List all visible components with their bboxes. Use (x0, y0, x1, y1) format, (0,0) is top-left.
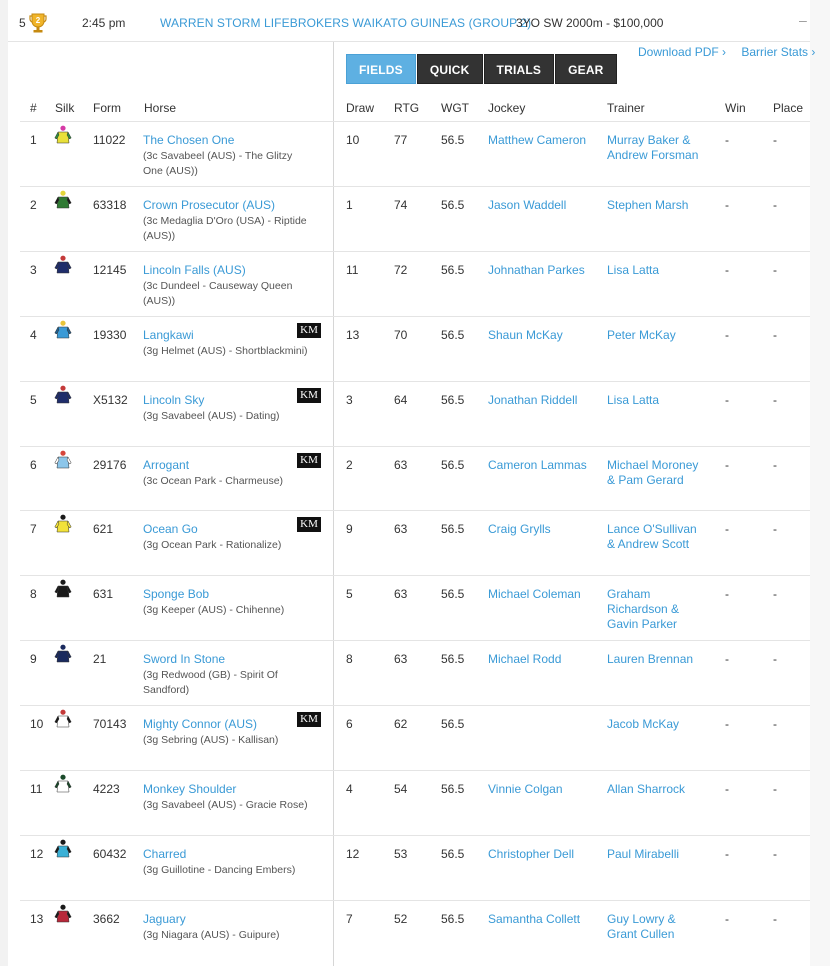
col-header-wgt: WGT (441, 101, 469, 115)
trainer-link[interactable]: Stephen Marsh (607, 198, 689, 212)
runner-rating: 53 (394, 847, 408, 861)
runner-draw: 2 (346, 458, 353, 472)
runner-weight: 56.5 (441, 393, 465, 407)
jockey-silk-icon (54, 904, 72, 924)
race-links (638, 45, 827, 59)
runner-rating: 63 (394, 652, 408, 666)
runner-draw: 12 (346, 847, 360, 861)
horse-name-link[interactable]: Sword In Stone (143, 652, 226, 666)
place-odds: - (773, 458, 777, 472)
win-odds: - (725, 133, 729, 147)
runner-weight: 56.5 (441, 458, 465, 472)
runner-rating: 70 (394, 328, 408, 342)
left-gutter (0, 0, 8, 966)
win-odds: - (725, 912, 729, 926)
race-number: 5 (19, 16, 26, 30)
km-badge: KM (297, 453, 321, 468)
col-header-trainer: Trainer (607, 101, 645, 115)
jockey-silk-icon (54, 125, 72, 145)
horse-name-link[interactable]: Monkey Shoulder (143, 782, 237, 796)
runner-draw: 8 (346, 652, 353, 666)
place-odds: - (773, 133, 777, 147)
km-badge: KM (297, 712, 321, 727)
jockey-silk-icon (54, 385, 72, 405)
horse-pedigree: (3g Helmet (AUS) - Shortblackmini) (143, 345, 308, 357)
runner-draw: 9 (346, 522, 353, 536)
jockey-silk-icon (54, 579, 72, 599)
col-header-place: Place (773, 101, 804, 115)
place-odds: - (773, 522, 777, 536)
win-odds: - (725, 652, 729, 666)
table-row[interactable] (20, 251, 810, 316)
runner-form: 621 (93, 522, 114, 536)
jockey-link[interactable]: Michael Coleman (488, 587, 581, 601)
race-conditions: 3YO SW 2000m - $100,000 (516, 16, 664, 30)
win-odds: - (725, 587, 729, 601)
horse-name-link[interactable]: Langkawi (143, 328, 194, 342)
jockey-link[interactable]: Jonathan Riddell (488, 393, 578, 407)
place-odds: - (773, 263, 777, 277)
runner-form: 4223 (93, 782, 120, 796)
km-badge: KM (297, 517, 321, 532)
place-odds: - (773, 198, 777, 212)
km-badge: KM (297, 323, 321, 338)
col-header-jockey: Jockey (488, 101, 526, 115)
runner-draw: 11 (346, 263, 359, 277)
runner-rating: 54 (394, 782, 408, 796)
horse-name-link[interactable]: Mighty Connor (AUS) (143, 717, 258, 731)
runner-number: 10 (30, 717, 44, 731)
win-odds: - (725, 458, 729, 472)
runner-weight: 56.5 (441, 198, 465, 212)
horse-name-link[interactable]: Ocean Go (143, 522, 198, 536)
runner-draw: 13 (346, 328, 360, 342)
download-pdf-link[interactable]: Download PDF › (638, 45, 727, 59)
runner-form: 63318 (93, 198, 127, 212)
win-odds: - (725, 393, 729, 407)
runner-number: 2 (30, 198, 37, 212)
race-name-link[interactable]: WARREN STORM LIFEBROKERS WAIKATO GUINEAS (GROUP 2) (160, 16, 532, 30)
table-row[interactable] (20, 770, 810, 835)
jockey-silk-icon (54, 255, 72, 275)
runner-number: 4 (30, 328, 37, 342)
horse-pedigree: (3c Dundeel - Causeway Queen (AUS)) (143, 280, 293, 307)
jockey-link[interactable]: Craig Grylls (488, 522, 551, 536)
runner-rating: 63 (394, 458, 408, 472)
trainer-link[interactable]: Murray Baker & Andrew Forsman (607, 133, 699, 162)
runner-draw: 3 (346, 393, 353, 407)
col-header-rtg: RTG (394, 101, 420, 115)
place-odds: - (773, 393, 777, 407)
runner-number: 12 (30, 847, 44, 861)
jockey-link[interactable]: Matthew Cameron (488, 133, 587, 147)
place-odds: - (773, 328, 777, 342)
runner-rating: 64 (394, 393, 408, 407)
runner-rating: 52 (394, 912, 408, 926)
col-header-win: Win (725, 101, 746, 115)
runner-number: 13 (30, 912, 44, 926)
runner-weight: 56.5 (441, 912, 465, 926)
place-odds: - (773, 652, 777, 666)
table-row[interactable] (20, 705, 810, 770)
table-row[interactable] (20, 186, 810, 251)
trainer-link[interactable]: Peter McKay (607, 328, 676, 342)
runner-weight: 56.5 (441, 328, 465, 342)
horse-name-link[interactable]: Crown Prosecutor (AUS) (143, 198, 276, 212)
barrier-stats-link[interactable]: Barrier Stats › (741, 45, 816, 59)
runner-draw: 7 (346, 912, 353, 926)
jockey-silk-icon (54, 644, 72, 664)
runner-draw: 5 (346, 587, 353, 601)
horse-pedigree: (3g Savabeel (AUS) - Dating) (143, 410, 280, 422)
col-header-form: Form (93, 101, 121, 115)
horse-name-link[interactable]: Arrogant (143, 458, 190, 472)
trophy-group-number: 2 (35, 16, 41, 25)
runner-draw: 6 (346, 717, 353, 731)
table-row[interactable] (20, 121, 810, 186)
tab-quick[interactable]: QUICK (417, 54, 483, 84)
runner-rating: 74 (394, 198, 408, 212)
runner-weight: 56.5 (441, 133, 465, 147)
jockey-link[interactable]: Michael Rodd (488, 652, 562, 666)
runner-weight: 56.5 (441, 847, 465, 861)
jockey-silk-icon (54, 709, 72, 729)
right-gutter (810, 0, 830, 966)
win-odds: - (725, 328, 729, 342)
win-odds: - (725, 198, 729, 212)
trainer-link[interactable]: Allan Sharrock (607, 782, 686, 796)
runner-rating: 62 (394, 717, 408, 731)
trainer-link[interactable]: Michael Moroney & Pam Gerard (607, 458, 699, 487)
table-row[interactable] (20, 446, 810, 511)
table-row[interactable] (20, 510, 810, 575)
runner-draw: 10 (346, 133, 360, 147)
horse-pedigree: (3g Sebring (AUS) - Kallisan) (143, 734, 279, 746)
km-badge: KM (297, 388, 321, 403)
win-odds: - (725, 847, 729, 861)
trainer-link[interactable]: Paul Mirabelli (607, 847, 680, 861)
runner-weight: 56.5 (441, 263, 465, 277)
jockey-link[interactable]: Shaun McKay (488, 328, 563, 342)
runner-number: 6 (30, 458, 37, 472)
horse-name-link[interactable]: Sponge Bob (143, 587, 210, 601)
runner-form: 11022 (93, 133, 126, 147)
table-row[interactable] (20, 381, 810, 446)
runner-number: 3 (30, 263, 37, 277)
runner-form: 29176 (93, 458, 127, 472)
place-odds: - (773, 717, 777, 731)
trainer-link[interactable]: Guy Lowry & Grant Cullen (607, 912, 676, 941)
horse-name-link[interactable]: Charred (143, 847, 187, 861)
win-odds: - (725, 717, 729, 731)
tab-fields[interactable]: FIELDS (346, 54, 416, 84)
horse-name-link[interactable]: Lincoln Sky (143, 393, 205, 407)
horse-name-link[interactable]: Jaguary (143, 912, 186, 926)
place-odds: - (773, 587, 777, 601)
runner-weight: 56.5 (441, 652, 465, 666)
win-odds: - (725, 782, 729, 796)
runner-number: 9 (30, 652, 37, 666)
jockey-silk-icon (54, 839, 72, 859)
horse-name-link[interactable]: The Chosen One (143, 133, 235, 147)
view-tabs (346, 54, 618, 84)
jockey-link[interactable]: Cameron Lammas (488, 458, 587, 472)
trainer-link[interactable]: Lance O'Sullivan & Andrew Scott (607, 522, 697, 551)
runner-number: 8 (30, 587, 37, 601)
runner-form: X5132 (93, 393, 128, 407)
race-time: 2:45 pm (82, 16, 126, 30)
race-header[interactable] (8, 0, 810, 42)
jockey-link[interactable]: Samantha Collett (488, 912, 581, 926)
trainer-link[interactable]: Graham Richardson & Gavin Parker (607, 587, 680, 631)
runner-form: 3662 (93, 912, 120, 926)
jockey-link[interactable]: Jason Waddell (488, 198, 567, 212)
runner-form: 21 (93, 652, 107, 666)
trainer-link[interactable]: Lisa Latta (607, 263, 660, 277)
runner-draw: 1 (346, 198, 353, 212)
runner-form: 70143 (93, 717, 127, 731)
tab-trials[interactable]: TRIALS (484, 54, 555, 84)
jockey-silk-icon (54, 774, 72, 794)
horse-name-link[interactable]: Lincoln Falls (AUS) (143, 263, 246, 277)
runner-rating: 77 (394, 133, 408, 147)
horse-pedigree: (3g Savabeel (AUS) - Gracie Rose) (143, 799, 308, 811)
horse-pedigree: (3g Keeper (AUS) - Chihenne) (143, 604, 285, 616)
runner-weight: 56.5 (441, 782, 465, 796)
col-header-num: # (30, 101, 37, 115)
place-odds: - (773, 782, 777, 796)
horse-pedigree: (3c Savabeel (AUS) - The Glitzy One (AUS)) (143, 150, 293, 177)
runner-form: 19330 (93, 328, 127, 342)
runner-rating: 72 (394, 263, 408, 277)
runner-weight: 56.5 (441, 587, 465, 601)
runner-number: 11 (30, 782, 43, 796)
runner-form: 60432 (93, 847, 127, 861)
jockey-silk-icon (54, 320, 72, 340)
win-odds: - (725, 263, 729, 277)
horse-pedigree: (3c Medaglia D'Oro (USA) - Riptide (AUS)) (143, 215, 307, 242)
trainer-link[interactable]: Lauren Brennan (607, 652, 694, 666)
trophy-icon (29, 12, 47, 34)
jockey-link[interactable]: Christopher Dell (488, 847, 575, 861)
table-row[interactable] (20, 835, 810, 900)
runner-draw: 4 (346, 782, 353, 796)
jockey-link[interactable]: Johnathan Parkes (488, 263, 585, 277)
horse-pedigree: (3g Niagara (AUS) - Guipure) (143, 929, 280, 941)
runner-number: 1 (30, 133, 37, 147)
horse-pedigree: (3c Ocean Park - Charmeuse) (143, 475, 284, 487)
place-odds: - (773, 912, 777, 926)
runner-weight: 56.5 (441, 522, 465, 536)
trainer-link[interactable]: Lisa Latta (607, 393, 660, 407)
jockey-silk-icon (54, 450, 72, 470)
collapse-icon[interactable]: – (799, 12, 807, 28)
win-odds: - (725, 522, 729, 536)
table-row[interactable] (20, 640, 810, 705)
horse-pedigree: (3g Ocean Park - Rationalize) (143, 539, 282, 551)
jockey-link[interactable]: Vinnie Colgan (488, 782, 563, 796)
place-odds: - (773, 847, 777, 861)
tab-gear[interactable]: GEAR (555, 54, 616, 84)
runner-form: 631 (93, 587, 114, 601)
runner-number: 7 (30, 522, 37, 536)
runner-form: 12145 (93, 263, 127, 277)
jockey-silk-icon (54, 514, 72, 534)
runner-rating: 63 (394, 522, 408, 536)
runner-number: 5 (30, 393, 37, 407)
table-row[interactable] (20, 900, 810, 965)
jockey-silk-icon (54, 190, 72, 210)
horse-pedigree: (3g Redwood (GB) - Spirit Of Sandford) (143, 669, 278, 696)
runner-rating: 63 (394, 587, 408, 601)
trainer-link[interactable]: Jacob McKay (607, 717, 680, 731)
table-row[interactable] (20, 316, 810, 381)
runner-weight: 56.5 (441, 717, 465, 731)
horse-pedigree: (3g Guillotine - Dancing Embers) (143, 864, 296, 876)
table-row[interactable] (20, 575, 810, 640)
col-header-silk: Silk (55, 101, 75, 115)
col-header-draw: Draw (346, 101, 375, 115)
col-header-horse: Horse (144, 101, 177, 115)
